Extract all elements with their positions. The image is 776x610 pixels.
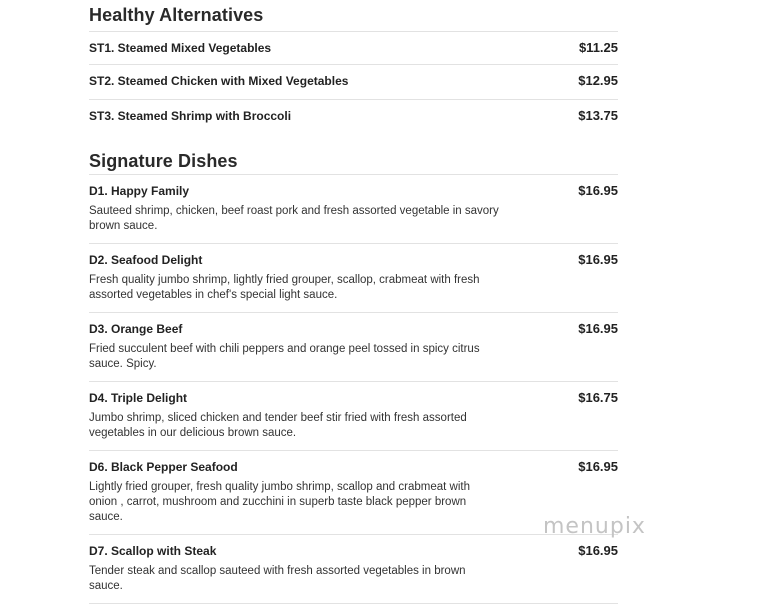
section-title-healthy-alternatives: Healthy Alternatives [89, 5, 264, 25]
item-price: $16.75 [578, 390, 618, 405]
menu-item [89, 174, 618, 243]
item-name: ST3. Steamed Shrimp with Broccoli [89, 109, 292, 123]
menu-item [89, 381, 618, 450]
section-title-signature-dishes: Signature Dishes [89, 151, 238, 171]
item-description: Fresh quality jumbo shrimp, lightly fried grouper, scallop, crabmeat with fresh assorted vegetables in chef's special light sauce. [89, 274, 480, 301]
item-price: $11.25 [578, 40, 618, 55]
item-description: Sauteed shrimp, chicken, beef roast pork and fresh assorted vegetable in savory brown sauce. [89, 205, 499, 232]
item-price: $16.95 [578, 543, 618, 558]
menu-item [89, 450, 618, 534]
item-price: $16.95 [578, 252, 618, 267]
item-name: D3. Orange Beef [89, 322, 183, 336]
item-name: D4. Triple Delight [89, 391, 188, 405]
menu-item [89, 99, 618, 134]
item-description: Lightly fried grouper, fresh quality jumbo shrimp, scallop and crabmeat with onion , carrot, mushroom and zucchini in superb taste black pepper brown sauce. [89, 481, 470, 523]
item-price: $13.75 [578, 108, 618, 123]
item-name: D7. Scallop with Steak [89, 544, 217, 558]
item-name: D6. Black Pepper Seafood [89, 460, 238, 474]
watermark-logo: menupix [543, 514, 646, 539]
item-name: ST1. Steamed Mixed Vegetables [89, 41, 272, 55]
menu-item [89, 31, 618, 64]
menu-content [89, 0, 618, 604]
divider [89, 603, 618, 604]
item-name: D2. Seafood Delight [89, 253, 203, 267]
item-description: Tender steak and scallop sauteed with fresh assorted vegetables in brown sauce. [89, 565, 466, 592]
menu-item [89, 243, 618, 312]
menu-item [89, 64, 618, 99]
item-description: Jumbo shrimp, sliced chicken and tender beef stir fried with fresh assorted vegetables in our delicious brown sauce. [89, 412, 467, 439]
menu-item [89, 312, 618, 381]
item-name: ST2. Steamed Chicken with Mixed Vegetables [89, 74, 349, 88]
item-price: $16.95 [578, 183, 618, 198]
menu-item [89, 534, 618, 603]
item-description: Fried succulent beef with chili peppers and orange peel tossed in spicy citrus sauce. Spicy. [89, 343, 480, 370]
item-price: $12.95 [578, 73, 618, 88]
item-name: D1. Happy Family [89, 184, 190, 198]
item-price: $16.95 [578, 321, 618, 336]
item-price: $16.95 [578, 459, 618, 474]
